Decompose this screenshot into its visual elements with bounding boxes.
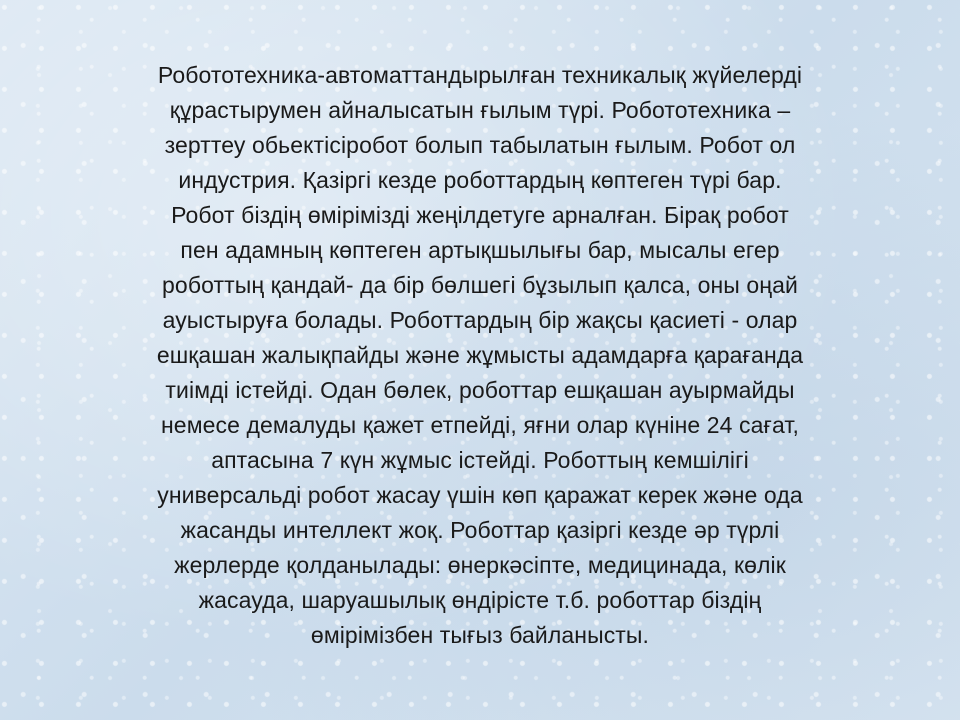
text-line: немесе демалуды қажет етпейді, яғни олар күніне 24 сағат, xyxy=(161,412,799,438)
text-line: құрастырумен айналысатын ғылым түрі. Робототехника – xyxy=(169,97,791,123)
text-line: жерлерде қолданылады: өнеркәсіпте, медицинада, көлік xyxy=(174,552,786,578)
text-line: Робот біздің өмірімізді жеңілдетуге арналған. Бірақ робот xyxy=(171,202,789,228)
text-line: тиімді істейді. Одан бөлек, роботтар ешқашан ауырмайды xyxy=(165,377,795,403)
text-line: индустрия. Қазіргі кезде роботтардың көптеген түрі бар. xyxy=(178,167,782,193)
slide-body-text xyxy=(52,58,908,653)
text-line: ешқашан жалықпайды және жұмысты адамдарға қарағанда xyxy=(156,342,804,368)
text-line: өмірімізбен тығыз байланысты. xyxy=(310,622,650,648)
text-line: аптасына 7 күн жұмыс істейді. Роботтың кемшілігі xyxy=(211,447,749,473)
text-line: зерттеу обьектісіробот болып табылатын ғылым. Робот ол xyxy=(164,132,796,158)
text-line: жасанды интеллект жоқ. Роботтар қазіргі кезде әр түрлі xyxy=(180,517,780,543)
text-line: ауыстыруға болады. Роботтардың бір жақсы қасиеті - олар xyxy=(162,307,798,333)
text-line: универсальді робот жасау үшін көп қаражат керек және ода xyxy=(157,482,803,508)
text-line: пен адамның көптеген артықшылығы бар, мысалы егер xyxy=(180,237,780,263)
text-line: жасауда, шаруашылық өндірісте т.б. роботтар біздің xyxy=(198,587,762,613)
text-line: Робототехника-автоматтандырылған техникалық жүйелерді xyxy=(157,62,803,88)
text-line: роботтың қандай- да бір бөлшегі бұзылып қалса, оны оңай xyxy=(162,272,798,298)
